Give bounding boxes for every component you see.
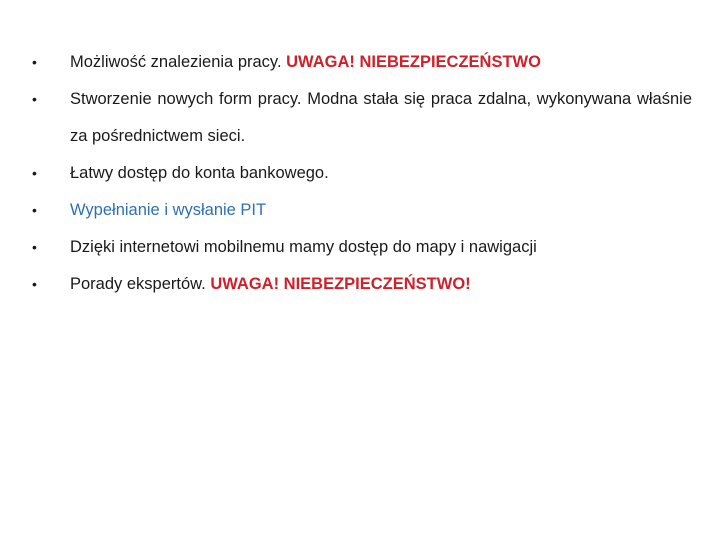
bullet-icon: • xyxy=(32,91,37,107)
item-text: Łatwy dostęp do konta bankowego. xyxy=(70,164,329,182)
list-item-expert-advice xyxy=(32,266,692,303)
list-item-job-search xyxy=(32,44,692,81)
bullet-icon: • xyxy=(32,239,37,255)
item-text: Porady ekspertów. xyxy=(70,275,211,293)
bullet-icon: • xyxy=(32,276,37,292)
list-item-maps-navigation xyxy=(32,229,692,266)
bullet-icon: • xyxy=(32,165,37,181)
list-item-bank-access xyxy=(32,155,692,192)
warning-text: UWAGA! NIEBEZPIECZEŃSTWO xyxy=(286,53,541,71)
item-text: Stworzenie nowych form pracy. Modna stała się praca zdalna, wykonywana właśnie za pośrednictwem sieci. xyxy=(70,90,692,145)
bullet-icon: • xyxy=(32,202,37,218)
list-item-new-work-forms xyxy=(32,81,692,155)
item-text-highlighted: Wypełnianie i wysłanie PIT xyxy=(70,201,267,219)
warning-text: UWAGA! NIEBEZPIECZEŃSTWO! xyxy=(210,275,471,293)
list-item-pit xyxy=(32,192,692,229)
item-text: Możliwość znalezienia pracy. xyxy=(70,53,287,71)
bullet-list xyxy=(32,44,692,303)
bullet-icon: • xyxy=(32,54,37,70)
item-text: Dzięki internetowi mobilnemu mamy dostęp do mapy i nawigacji xyxy=(70,238,537,256)
